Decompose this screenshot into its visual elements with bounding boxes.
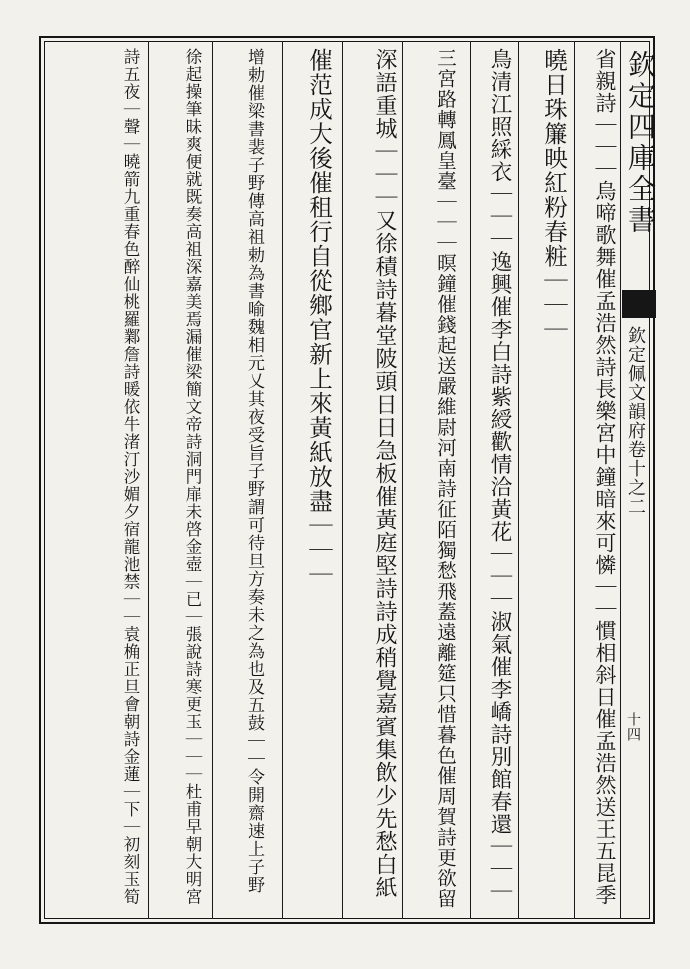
text-column-6: 催范成大後催租行自從鄉官新上來黃紙放盡｜｜｜ [305, 48, 333, 587]
column-rule [212, 41, 213, 919]
column-rule [402, 41, 403, 919]
column-rule [574, 41, 575, 919]
text-column-9: 詩五夜｜聲｜曉箭九重春色醉仙桃羅鄴詹詩暖依牛渚汀沙媚夕宿龍池禁｜｜袁桷正旦會朝詩金蓮｜下｜初刻玉筍 [121, 48, 140, 906]
text-column-1: 省親詩｜｜｜烏啼歌舞催孟浩然詩長樂宮中鐘暗來可憐｜｜慣相斜日催孟浩然送王五昆季 [593, 48, 617, 906]
spine-subtitle: 欽定佩文韻府卷十之二 [625, 326, 646, 516]
spine-title: 欽定四庫全書 [624, 50, 657, 236]
column-rule [342, 41, 343, 919]
text-column-7: 增勅催梁書裴子野傳高祖勅為書喻魏相元乂其夜受旨子野謂可待旦方奏未之為也及五鼓｜｜令開齋速上子野 [244, 48, 264, 894]
text-column-8: 徐起操筆昧爽便就既奏高祖深嘉美焉漏催梁簡文帝詩洞門扉未啓金壺｜已｜張說詩寒更玉｜｜｜杜甫早朝大明宮 [183, 48, 202, 906]
spine-fishtail-mark [622, 290, 656, 318]
spine-page-number: 十四 [625, 712, 641, 742]
column-rule [518, 41, 519, 919]
column-rule [148, 41, 149, 919]
text-column-4: 三宮路轉鳳皇臺｜｜｜暝鐘催錢起送嚴維尉河南詩征陌獨愁飛蓋遠離筵只惜暮色催周賀詩更欲留 [434, 48, 457, 909]
column-rule [282, 41, 283, 919]
text-column-5: 深語重城｜｜｜又徐積詩暮堂陂頭日日急板催黃庭堅詩詩成稍覺嘉賓集飲少先愁白紙 [372, 48, 397, 899]
text-column-2: 曉日珠簾映紅粉春粧｜｜｜ [540, 48, 568, 342]
column-rule [470, 41, 471, 919]
text-column-3: 鳥清江照綵衣｜｜｜逸興催李白詩紫綬歡情洽黃花｜｜｜淑氣催李嶠詩別館春還｜｜｜ [487, 48, 512, 903]
spine-divider [620, 41, 621, 919]
